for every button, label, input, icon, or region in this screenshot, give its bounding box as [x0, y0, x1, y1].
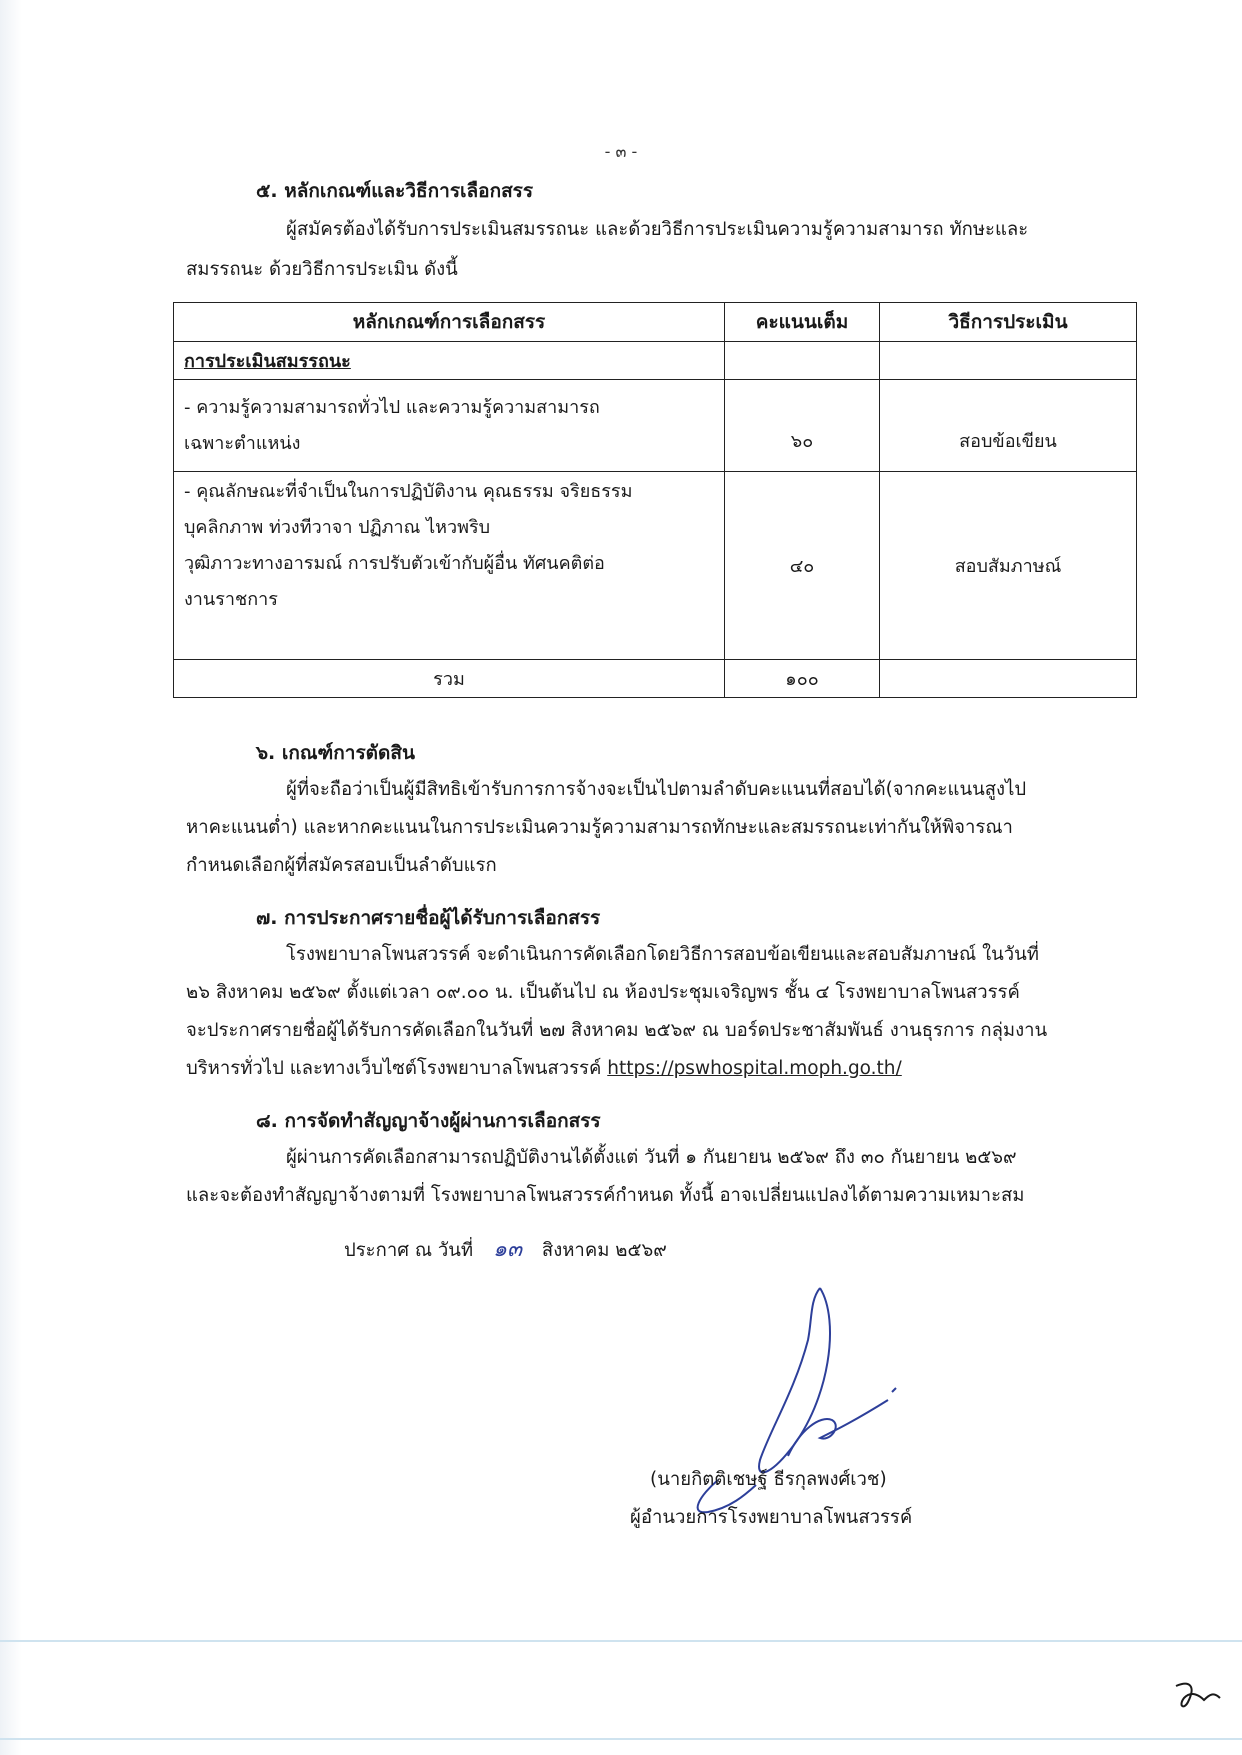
criteria-cell [174, 380, 725, 472]
section-label: การประเมินสมรรถนะ [184, 351, 351, 372]
signatory-title: ผู้อำนวยการโรงพยาบาลโพนสวรรค์ [630, 1507, 913, 1528]
announcement-day-handwritten: ๑๓ [493, 1237, 523, 1262]
section5-heading: ๕. หลักเกณฑ์และวิธีการเลือกสรร [256, 180, 534, 202]
table-header-row [174, 303, 1137, 342]
table-row [174, 380, 1137, 472]
hospital-website-link[interactable]: https://pswhospital.moph.go.th/ [607, 1058, 902, 1079]
score-cell: ๖๐ [725, 380, 880, 472]
announcement-date [344, 1232, 667, 1269]
table-row-section-label [174, 342, 1137, 380]
section7-line-2: ๒๖ สิงหาคม ๒๕๖๙ ตั้งแต่เวลา ๐๙.๐๐ น. เป็นต้นไป ณ ห้องประชุมเจริญพร ชั้น ๔ โรงพยาบาลโพนสวรรค์ [186, 982, 1020, 1003]
scan-edge [0, 0, 22, 1755]
total-score: ๑๐๐ [725, 660, 880, 698]
criteria-line: - ความรู้ความสามารถทั่วไป และความรู้ความสามารถ [184, 396, 600, 418]
header-full-score: คะแนนเต็ม [725, 303, 880, 342]
section7-line-4-text: บริหารทั่วไป และทางเว็บไซต์โรงพยาบาลโพนสวรรค์ [186, 1058, 608, 1079]
section5-line-1: ผู้สมัครต้องได้รับการประเมินสมรรถนะ และด้วยวิธีการประเมินความรู้ความสามารถ ทักษะและ [286, 219, 1029, 240]
page-number: - ๓ - [604, 142, 638, 161]
footer-line [0, 1640, 1242, 1642]
announcement-prefix: ประกาศ ณ วันที่ [344, 1240, 474, 1261]
section7-heading: ๗. การประกาศรายชื่อผู้ได้รับการเลือกสรร [256, 907, 601, 929]
header-criteria: หลักเกณฑ์การเลือกสรร [174, 303, 725, 342]
initials-mark [1170, 1676, 1230, 1716]
section5-line-2: สมรรถนะ ด้วยวิธีการประเมิน ดังนี้ [186, 259, 458, 280]
criteria-table [173, 302, 1137, 698]
method-cell: สอบข้อเขียน [880, 380, 1137, 472]
total-label: รวม [174, 660, 725, 698]
section8-heading: ๘. การจัดทำสัญญาจ้างผู้ผ่านการเลือกสรร [256, 1110, 601, 1132]
criteria-line: เฉพาะตำแหน่ง [184, 432, 301, 454]
announcement-month-year: สิงหาคม ๒๕๖๙ [541, 1240, 667, 1261]
criteria-line: - คุณลักษณะที่จำเป็นในการปฏิบัติงาน คุณธรรม จริยธรรม [184, 481, 633, 502]
criteria-line: บุคลิกภาพ ท่วงทีวาจา ปฏิภาณ ไหวพริบ [184, 517, 491, 538]
signatory-name: (นายกิตติเชษฐ์ ธีรกุลพงศ์เวช) [650, 1469, 887, 1490]
footer-line [0, 1738, 1242, 1740]
section8-line-1: ผู้ผ่านการคัดเลือกสามารถปฏิบัติงานได้ตั้งแต่ วันที่ ๑ กันยายน ๒๕๖๙ ถึง ๓๐ กันยายน ๒๕๖๙ [286, 1147, 1017, 1168]
section7-line-4 [186, 1051, 902, 1087]
criteria-line: งานราชการ [184, 589, 278, 610]
score-cell: ๔๐ [725, 472, 880, 660]
header-method: วิธีการประเมิน [880, 303, 1137, 342]
section7-line-1: โรงพยาบาลโพนสวรรค์ จะดำเนินการคัดเลือกโดยวิธีการสอบข้อเขียนและสอบสัมภาษณ์ ในวันที่ [286, 944, 1039, 965]
table-total-row [174, 660, 1137, 698]
criteria-line: วุฒิภาวะทางอารมณ์ การปรับตัวเข้ากับผู้อื่น ทัศนคติต่อ [184, 553, 605, 574]
method-cell: สอบสัมภาษณ์ [880, 472, 1137, 660]
section6-line-2: หาคะแนนต่ำ) และหากคะแนนในการประเมินความรู้ความสามารถทักษะและสมรรถนะเท่ากันให้พิจารณา [186, 817, 1013, 838]
section6-line-1: ผู้ที่จะถือว่าเป็นผู้มีสิทธิเข้ารับการการจ้างจะเป็นไปตามลำดับคะแนนที่สอบได้(จากคะแนนสูงไป [286, 779, 1027, 800]
section6-line-3: กำหนดเลือกผู้ที่สมัครสอบเป็นลำดับแรก [186, 855, 497, 876]
section7-line-3: จะประกาศรายชื่อผู้ได้รับการคัดเลือกในวันที่ ๒๗ สิงหาคม ๒๕๖๙ ณ บอร์ดประชาสัมพันธ์ งานธุรการ กลุ่มงาน [186, 1020, 1048, 1041]
section6-heading: ๖. เกณฑ์การตัดสิน [256, 742, 415, 764]
criteria-cell [174, 472, 725, 660]
section8-line-2: และจะต้องทำสัญญาจ้างตามที่ โรงพยาบาลโพนสวรรค์กำหนด ทั้งนี้ อาจเปลี่ยนแปลงได้ตามความเหมาะสม [186, 1185, 1025, 1206]
table-row [174, 472, 1137, 660]
